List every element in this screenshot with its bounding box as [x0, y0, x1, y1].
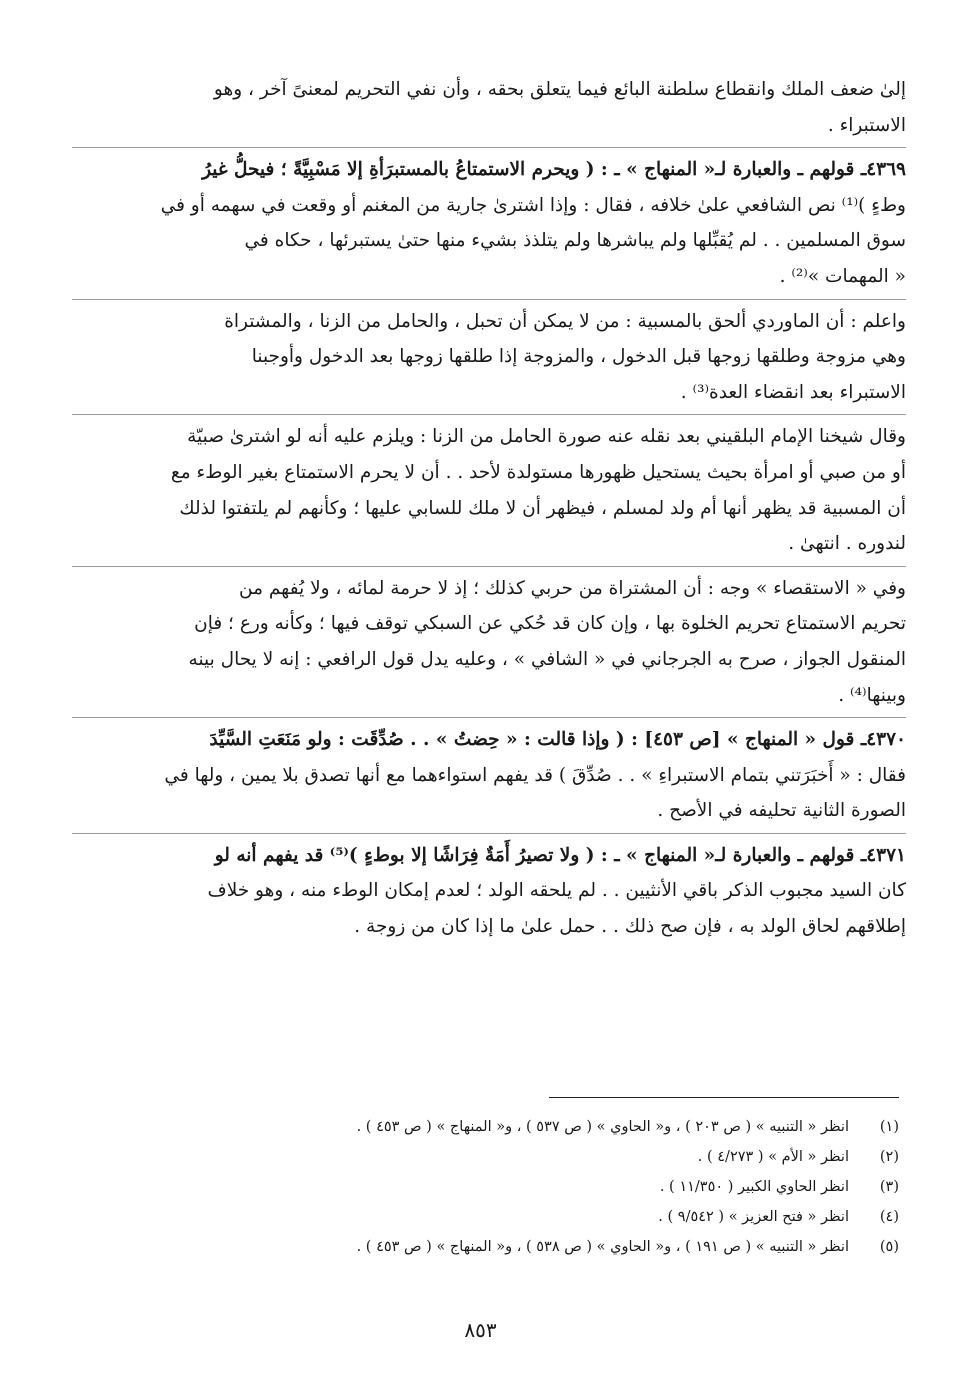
- footnote-number: (٢): [879, 1149, 899, 1165]
- text-line: ٤٣٧١ـ قولهم ـ والعبارة لـ« المنهاج » ـ : ( ولا تصيرُ أَمَةٌ فِرَاشًا إلا بوطءٍ )⁽⁵⁾ قد يفهم أنه لو: [214, 844, 906, 866]
- footnote: [59, 1172, 899, 1202]
- text-line: المنقول الجواز ، صرح به الجرجاني في « الشافي » ، وعليه يدل قول الرافعي : إنه لا يحال بينه: [188, 648, 906, 670]
- text-line: وبينها⁽⁴⁾ .: [838, 684, 906, 706]
- text-line: سوق المسلمين . . لم يُقبِّلها ولم يباشرها ولم يتلذذ بشيء منها حتىٰ يستبرئها ، حكاه في: [244, 230, 906, 252]
- text-line: أن المسبية قد يظهر أنها أم ولد لمسلم ، فيظهر أن لا ملك للسابي عليها ؛ وكأنهم لم يلتفتوا لذلك: [179, 497, 906, 519]
- text-line: وقال شيخنا الإمام البلقيني بعد نقله عنه صورة الحامل من الزنا : ويلزم عليه أنه لو اشترىٰ صبيّة: [187, 426, 906, 448]
- paragraph-4369: [72, 152, 906, 294]
- paragraph-4371: [72, 838, 906, 945]
- footnote-text: انظر « التنبيه » ( ص ١٩١ ) ، و« الحاوي » ( ص ٥٣٨ ) ، و« المنهاج » ( ص ٤٥٣ ) .: [356, 1239, 849, 1255]
- footnote: [59, 1232, 899, 1262]
- text-line: الاستبراء بعد انقضاء العدة⁽³⁾ .: [680, 381, 906, 403]
- paragraph-4370: [72, 722, 906, 829]
- text-line: « المهمات »⁽²⁾ .: [779, 265, 906, 287]
- page-number: ٨٥٣: [464, 1318, 497, 1342]
- footnote-text: انظر « الأم » ( ٤/٢٧٣ ) .: [697, 1149, 849, 1165]
- text-line: واعلم : أن الماوردي ألحق بالمسبية : من لا يمكن أن تحبل ، والحامل من الزنا ، والمشتراة: [224, 310, 906, 332]
- footnote-number: (٥): [879, 1239, 899, 1255]
- text-line: إطلاقهم لحاق الولد به ، فإن صح ذلك . . حمل علىٰ ما إذا كان من زوجة .: [354, 916, 906, 938]
- text-line: تحريم الاستمتاع تحريم الخلوة بها ، وإن كان قد حُكي عن السبكي توقف فيها ؛ وكأنه ورع ؛ فإن: [194, 613, 906, 635]
- paragraph-separator: [72, 414, 906, 415]
- text-line: الاستبراء .: [827, 114, 906, 136]
- text-line: إلىٰ ضعف الملك وانقطاع سلطنة البائع فيما يتعلق بحقه ، وأن نفي التحريم لمعنىً آخر ، وهو: [213, 79, 906, 100]
- footnote-text: انظر الحاوي الكبير ( ١١/٣٥٠ ) .: [659, 1179, 849, 1195]
- text-line: كان السيد مجبوب الذكر باقي الأنثيين . . لم يلحقه الولد ؛ لعدم إمكان الوطء منه ، وهو خلاف: [207, 880, 906, 902]
- text-line: لندوره . انتهىٰ .: [788, 533, 906, 555]
- paragraph-bulqini: [72, 419, 906, 561]
- text-line: أو من صبي أو امرأة بحيث يستحيل ظهورها مستولدة لأحد . . أن لا يحرم الاستمتاع بغير الوطء مع: [170, 461, 906, 483]
- footnote-divider: [549, 1097, 899, 1098]
- paragraph-separator: [72, 833, 906, 834]
- paragraph-separator: [72, 299, 906, 300]
- paragraph-mawardi: [72, 304, 906, 411]
- footnote: [59, 1142, 899, 1172]
- text-line: الصورة الثانية تحليفه في الأصح .: [657, 800, 906, 822]
- footnote-text: انظر « التنبيه » ( ص ٢٠٣ ) ، و« الحاوي » ( ص ٥٣٧ ) ، و« المنهاج » ( ص ٤٥٣ ) .: [356, 1119, 849, 1135]
- text-line: فقال : « أَخبَرَتني بتمام الاستبراءِ » . . صُدِّقَ ) قد يفهم استواءهما مع أنها تصدق بلا يمين ، ولها في: [164, 764, 906, 786]
- text-line: وطءٍ )⁽¹⁾ نص الشافعي علىٰ خلافه ، فقال : وإذا اشترىٰ جارية من المغنم أو وقعت في سهمه أو في: [160, 194, 906, 216]
- footnote-number: (٣): [879, 1179, 899, 1195]
- text-line: ٤٣٧٠ـ قول « المنهاج » [ص ٤٥٣] : ( وإذا قالت : « حِضتُ » . . صُدِّقَت : ولو مَنَعَتِ السَّيِّدَ: [209, 729, 906, 751]
- footnote-number: (٤): [879, 1209, 899, 1225]
- footnote-text: انظر « فتح العزيز » ( ٩/٥٤٢ ) .: [658, 1209, 849, 1225]
- footnote: [59, 1202, 899, 1232]
- text-line: وهي مزوجة وطلقها زوجها قبل الدخول ، والمزوجة إذا طلقها زوجها بعد الدخول وأوجبنا: [251, 346, 906, 368]
- text-line: ٤٣٦٩ـ قولهم ـ والعبارة لـ« المنهاج » ـ : ( ويحرم الاستمتاعُ بالمستبرَأةِ إلا مَسْبِيَّةً ؛ فيحلُّ غيرُ: [202, 159, 906, 181]
- paragraph-separator: [72, 717, 906, 718]
- paragraph-separator: [72, 147, 906, 148]
- paragraph-separator: [72, 566, 906, 567]
- footnotes: [59, 1112, 899, 1262]
- footnote: [59, 1112, 899, 1142]
- footnote-number: (١): [879, 1119, 899, 1135]
- text-line: وفي « الاستقصاء » وجه : أن المشتراة من حربي كذلك ؛ إذ لا حرمة لمائه ، ولا يُفهم من: [239, 577, 906, 599]
- paragraph-1: [72, 72, 906, 143]
- paragraph-istiqsa: [72, 571, 906, 713]
- main-text: [72, 72, 906, 945]
